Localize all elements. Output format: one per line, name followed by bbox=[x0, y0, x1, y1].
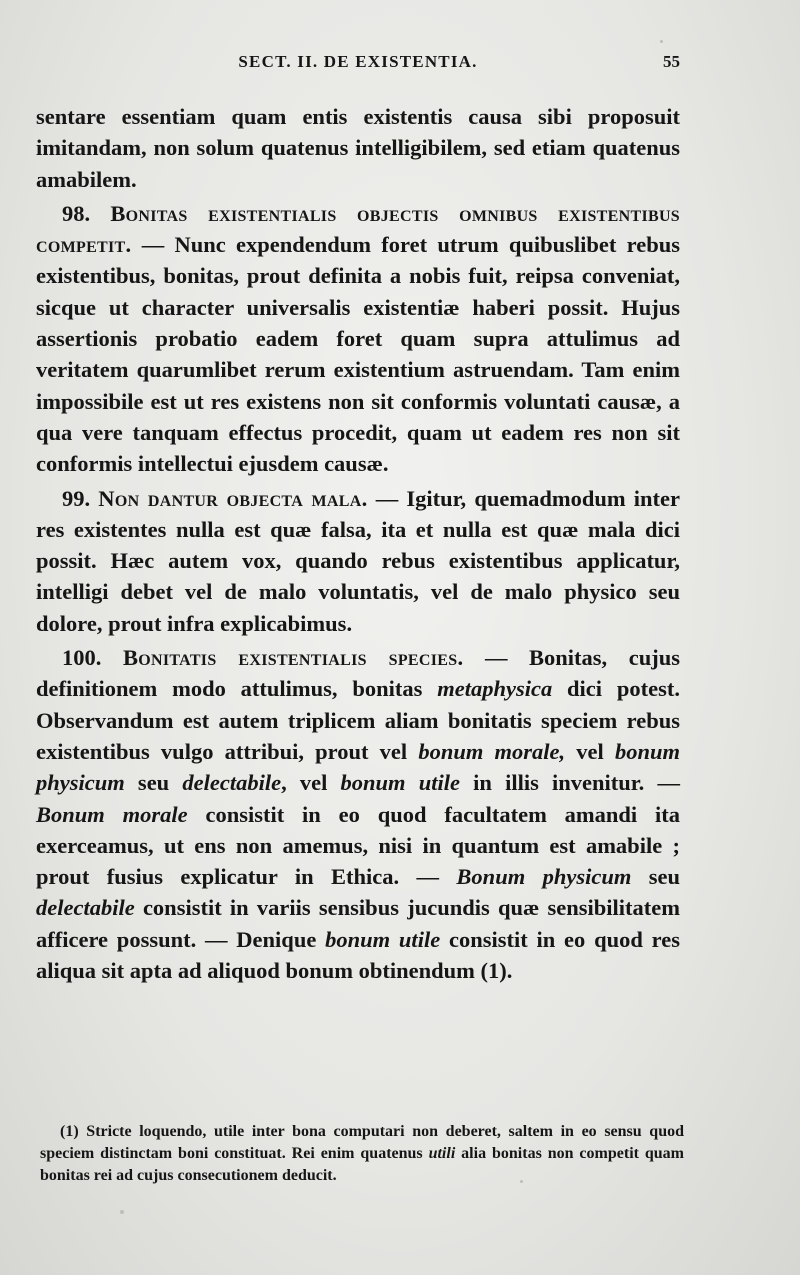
paragraph-continuation bbox=[36, 101, 680, 195]
italic-term: Bonum physicum bbox=[456, 864, 632, 890]
footnote: (1) Stricte loquendo, utile inter bona computari non deberet, saltem in eo sensu quod speciem distinctam boni constituat. Rei enim quatenus utili alia bonitas non competit quam bonitas rei ad cujus consecutionem deducit. bbox=[40, 1123, 685, 1184]
italic-term: metaphysica bbox=[437, 676, 553, 702]
italic-term: Bonum morale bbox=[36, 801, 188, 827]
paragraph-100: 100. Bonitatis existentialis species. — Bonitas, cujus definitionem modo attulimus, bonitas metaphysica dici potest. Observandum est autem triplicem aliam bonitatis speciem rebus existentibus vulgo attribui, prout vel bonum morale, vel bonum physicum seu delectabile, vel bonum utile in illis invenitur. — Bonum morale consistit in eo quod facultatem amandi ita exerceamus, ut ens non amemus, nisi in quantum est amabile ; prout fusius explicatur in Ethica. — Bonum physicum seu delectabile consistit in variis sensibus jucundis quæ sensibilitatem afficere possunt. — Denique bonum utile consistit in eo quod res aliqua sit apta ad aliquod bonum obtinendum (1). bbox=[36, 645, 681, 984]
page-number: 55 bbox=[663, 52, 680, 71]
paragraph-99: 99. Non dantur objecta mala. — Igitur, quemadmodum inter res existentes nulla est quæ falsa, ita et nulla est quæ mala dici possit. Hæc autem vox, quando rebus existentibus applicatur, intelligi debet vel de malo voluntatis, vel de malo physico seu dolore, prout infra explicabimus. bbox=[36, 485, 680, 636]
section-number: 98. bbox=[62, 200, 91, 226]
section-heading: Bonitatis existentialis species. bbox=[122, 645, 464, 671]
italic-term: bonum utile bbox=[340, 770, 460, 796]
paper-speck bbox=[120, 1210, 124, 1214]
page-header bbox=[36, 52, 680, 82]
paper-speck bbox=[660, 40, 663, 43]
italic-term: bonum utile bbox=[325, 926, 441, 952]
section-heading: Non dantur objecta mala. bbox=[98, 485, 368, 511]
section-number: 99. bbox=[62, 485, 91, 511]
italic-term: delectabile bbox=[36, 895, 135, 921]
section-number: 100. bbox=[62, 645, 102, 671]
paragraph-text: Igitur, quemadmodum inter res existentes nulla est quæ falsa, ita et nulla est quæ mala dici possit. Hæc autem vox, quando rebus existentibus applicatur, intelligi debet vel de malo voluntatis, vel de malo physico seu dolore, prout infra explicabimus. bbox=[36, 485, 680, 636]
italic-term: utili bbox=[428, 1145, 456, 1162]
italic-term: delectabile bbox=[182, 770, 282, 796]
italic-term: bonum morale, bbox=[418, 738, 566, 764]
paragraph-text: Nunc expendendum foret utrum quibuslibet rebus existentibus, bonitas, prout definita a nobis fuit, reipsa conveniat, sicque ut character universalis existentiæ haberi possit. Hujus assertionis probatio eadem foret quam supra attulimus ad veritatem quarumlibet rerum existentium astruendam. Tam enim impossibile est ut res existens non sit conformis voluntati causæ, a qua vere tanquam effectus procedit, quam ut eadem res non sit conformis intellectui ejusdem causæ. bbox=[36, 232, 680, 477]
paper-speck bbox=[520, 1180, 523, 1183]
section-heading: Bonitas existentialis objectis omnibus existentibus competit. bbox=[36, 200, 681, 258]
footnote-mark: (1) bbox=[60, 1123, 79, 1140]
paragraph-98: 98. Bonitas existentialis objectis omnibus existentibus competit. — Nunc expendendum foret utrum quibuslibet rebus existentibus, bonitas, prout definita a nobis fuit, reipsa conveniat, sicque ut character universalis existentiæ haberi possit. Hujus assertionis probatio eadem foret quam supra attulimus ad veritatem quarumlibet rerum existentium astruendam. Tam enim impossibile est ut res existens non sit conformis voluntati causæ, a qua vere tanquam effectus procedit, quam ut eadem res non sit conformis intellectui ejusdem causæ. bbox=[36, 200, 681, 477]
main-text bbox=[36, 101, 680, 989]
running-head: SECT. II. DE EXISTENTIA. bbox=[238, 52, 478, 71]
italic-term: bonum physicum bbox=[36, 738, 680, 796]
paragraph-text: sentare essentiam quam entis existentis causa sibi proposuit imitandam, non solum quatenus intelligibilem, sed etiam quatenus amabilem. bbox=[36, 104, 680, 192]
